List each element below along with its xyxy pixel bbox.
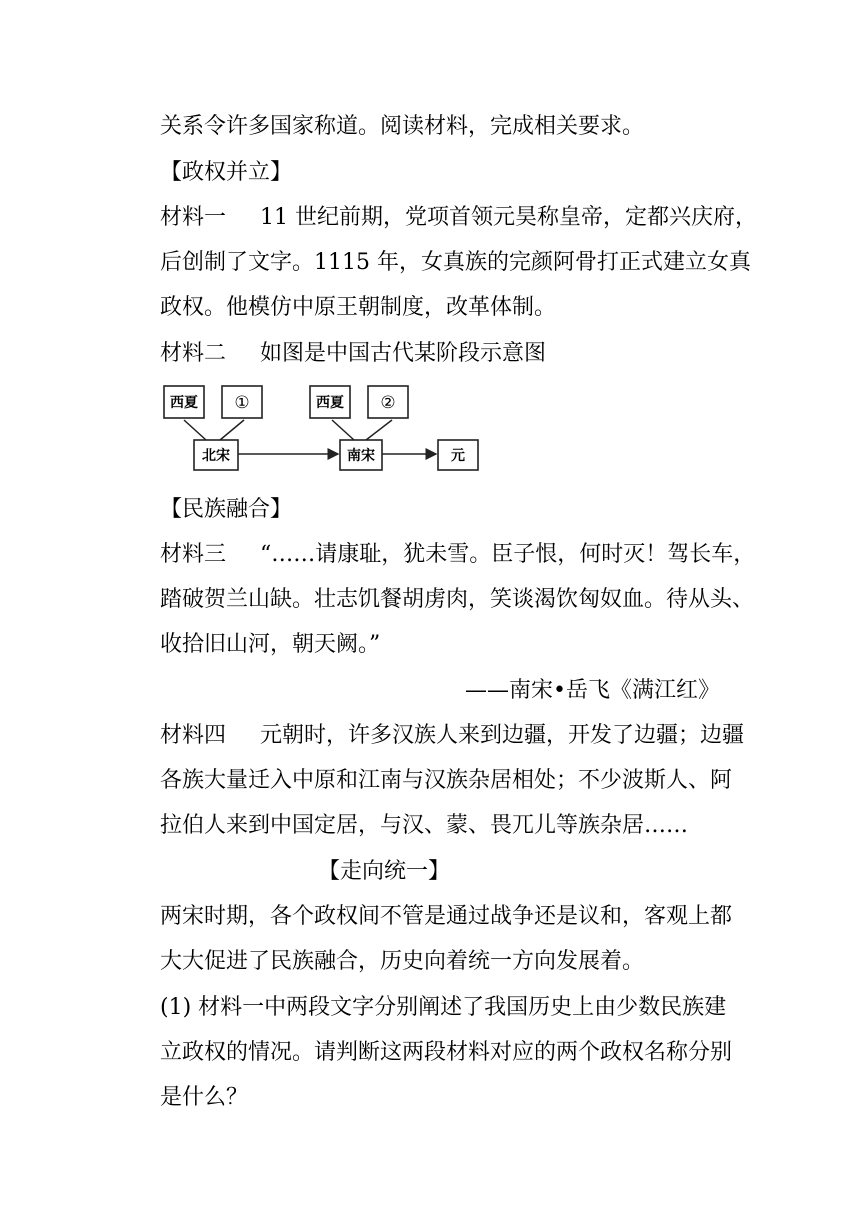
question-1-line-3: 是什么？ [160, 1085, 249, 1110]
box-xixia-1-label: 西夏 [170, 395, 198, 411]
material-1-line-3: 政权。他模仿中原王朝制度，改革体制。 [160, 295, 557, 320]
material-4-line-1 [160, 721, 745, 751]
box-blank-1-label: ① [234, 393, 250, 413]
material-4-label: 材料四 [160, 723, 227, 748]
material-2-label: 材料二 [160, 341, 227, 366]
material-1-line-1 [160, 203, 757, 233]
box-beisong-label: 北宋 [202, 448, 230, 464]
material-3-line-2: 踏破贺兰山缺。壮志饥餐胡虏肉，笑谈渴饮匈奴血。待从头、 [160, 587, 755, 612]
box-blank-2-label: ② [380, 393, 396, 413]
material-3-source: ——南宋•岳飞《满江红》 [465, 678, 720, 703]
material-4-line-3: 拉伯人来到中国定居，与汉、蒙、畏兀儿等族杂居…… [160, 813, 689, 838]
section-title-fusion: 【民族融合】 [160, 497, 293, 522]
box-nansong-label: 南宋 [347, 448, 375, 464]
section-title-regimes: 【政权并立】 [160, 160, 293, 185]
material-1-text-1: 11 世纪前期，党项首领元昊称皇帝，定都兴庆府， [260, 205, 757, 230]
material-4-line-2: 各族大量迁入中原和江南与汉族杂居相处；不少波斯人、阿 [160, 768, 733, 793]
question-1-line-1: (1) 材料一中两段文字分别阐述了我国历史上由少数民族建 [160, 995, 727, 1020]
material-1-label: 材料一 [160, 205, 227, 230]
summary-line-2: 大大促进了民族融合，历史向着统一方向发展着。 [160, 949, 645, 974]
box-xixia-2-label: 西夏 [316, 395, 344, 411]
material-3-line-3: 收拾旧山河，朝天阙。” [160, 632, 381, 657]
section-title-unification: 【走向统一】 [318, 859, 451, 884]
box-yuan-label: 元 [451, 448, 465, 464]
material-1-line-2: 后创制了文字。1115 年，女真族的完颜阿骨打正式建立女真 [160, 250, 751, 275]
material-3-label: 材料三 [160, 542, 227, 567]
material-2-line [160, 339, 740, 369]
material-4-text-1: 元朝时，许多汉族人来到边疆，开发了边疆；边疆 [260, 723, 745, 748]
material-3-text-1: “……请康耻，犹未雪。臣子恨，何时灭！驾长车， [260, 542, 756, 567]
summary-line-1: 两宋时期，各个政权间不管是通过战争还是议和，客观上都 [160, 904, 733, 929]
question-1-line-2: 立政权的情况。请判断这两段材料对应的两个政权名称分别 [160, 1040, 733, 1065]
intro-line: 关系令许多国家称道。阅读材料，完成相关要求。 [160, 114, 645, 139]
regime-diagram [158, 378, 488, 478]
material-3-line-1 [160, 540, 756, 570]
material-2-text: 如图是中国古代某阶段示意图 [260, 341, 547, 366]
